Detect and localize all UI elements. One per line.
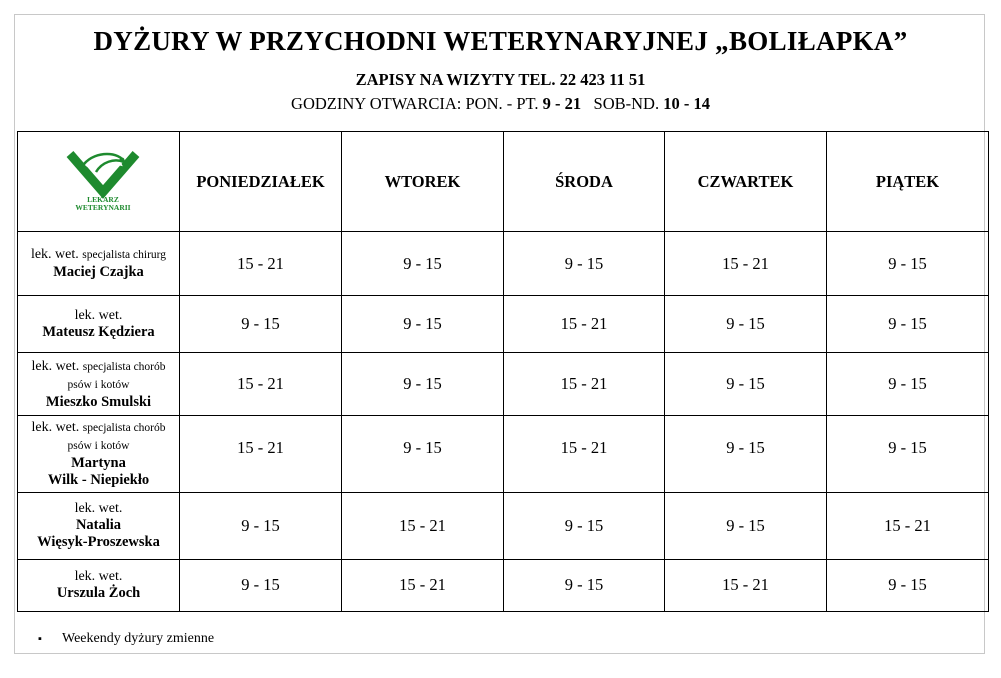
shift-cell: 9 - 15 [827,353,989,415]
day-header-tue: WTOREK [342,132,504,232]
doctor-cell [18,296,180,353]
doctor-cell [18,353,180,415]
header-row [18,132,989,232]
shift-cell: 9 - 15 [827,415,989,492]
logo-line1: LEKARZ [87,195,119,204]
shift-cell: 15 - 21 [665,232,827,296]
hours-weekend: 10 - 14 [663,94,710,113]
doctor-name: Maciej Czajka [53,264,144,281]
vet-logo-icon [62,148,144,212]
doctor-name: Natalia [75,517,122,534]
footnote-text: Weekendy dyżury zmienne [62,631,215,646]
day-header-thu: CZWARTEK [665,132,827,232]
doctor-title: lek. wet. [74,308,123,324]
shift-cell: 15 - 21 [504,415,665,492]
shift-cell: 15 - 21 [180,232,342,296]
doctor-title: lek. wet. specjalista chorób psów i kotów [31,358,166,391]
shift-cell: 9 - 15 [827,232,989,296]
shift-cell: 15 - 21 [342,492,504,559]
shift-cell: 9 - 15 [504,559,665,611]
shift-cell: 9 - 15 [342,415,504,492]
hours-weekday: 9 - 21 [542,94,582,113]
shift-cell: 15 - 21 [342,559,504,611]
table-row [18,232,989,296]
doctor-name: Mieszko Smulski [45,393,152,410]
shift-cell: 15 - 21 [504,353,665,415]
logo-cell [18,132,180,232]
hours-prefix: GODZINY OTWARCIA: PON. - PT. [291,94,543,113]
shift-cell: 9 - 15 [504,232,665,296]
doctor-name: Martyna [71,454,126,471]
doctor-cell [18,415,180,492]
shift-cell: 15 - 21 [180,415,342,492]
table-row [18,296,989,353]
shift-cell: 9 - 15 [342,353,504,415]
shift-cell: 15 - 21 [504,296,665,353]
doctor-title: lek. wet. specjalista chirurg [30,247,167,263]
shift-cell: 9 - 15 [665,353,827,415]
shift-cell: 15 - 21 [827,492,989,559]
shift-cell: 9 - 15 [827,559,989,611]
doctor-title: lek. wet. [74,569,123,585]
shift-cell: 9 - 15 [180,492,342,559]
shift-cell: 9 - 15 [665,415,827,492]
shift-cell: 9 - 15 [504,492,665,559]
shift-cell: 9 - 15 [342,296,504,353]
shift-cell: 9 - 15 [180,296,342,353]
shift-cell: 9 - 15 [342,232,504,296]
table-row [18,559,989,611]
table-row [18,492,989,559]
doctor-surname: Wilk - Niepiekło [47,471,150,488]
doctor-cell [18,559,180,611]
doctor-name: Urszula Żoch [56,585,141,602]
shift-cell: 9 - 15 [827,296,989,353]
logo-line2: WETERYNARII [75,203,131,212]
phone-line: ZAPISY NA WIZYTY TEL. 22 423 11 51 [355,70,646,89]
doctor-cell [18,232,180,296]
shift-cell: 15 - 21 [665,559,827,611]
day-header-wed: ŚRODA [504,132,665,232]
table-row [18,353,989,415]
shift-cell: 9 - 15 [180,559,342,611]
table-row [18,415,989,492]
opening-hours [0,94,1001,114]
doctor-title: lek. wet. specjalista chorób psów i kotów [31,419,166,452]
hours-weekend-prefix: SOB-ND. [593,94,664,113]
schedule-table [17,131,989,612]
footnote [38,631,214,647]
shift-cell: 9 - 15 [665,492,827,559]
doctor-surname: Więsyk-Proszewska [37,534,160,551]
doctor-name: Mateusz Kędziera [42,324,155,341]
doctor-title: lek. wet. [74,501,123,517]
shift-cell: 9 - 15 [665,296,827,353]
doctor-cell [18,492,180,559]
day-header-fri: PIĄTEK [827,132,989,232]
day-header-mon: PONIEDZIAŁEK [180,132,342,232]
bullet-icon: ▪ [38,633,42,645]
shift-cell: 15 - 21 [180,353,342,415]
page-title: DYŻURY W PRZYCHODNI WETERYNARYJNEJ „BOLIŁAPKA” [93,26,908,56]
